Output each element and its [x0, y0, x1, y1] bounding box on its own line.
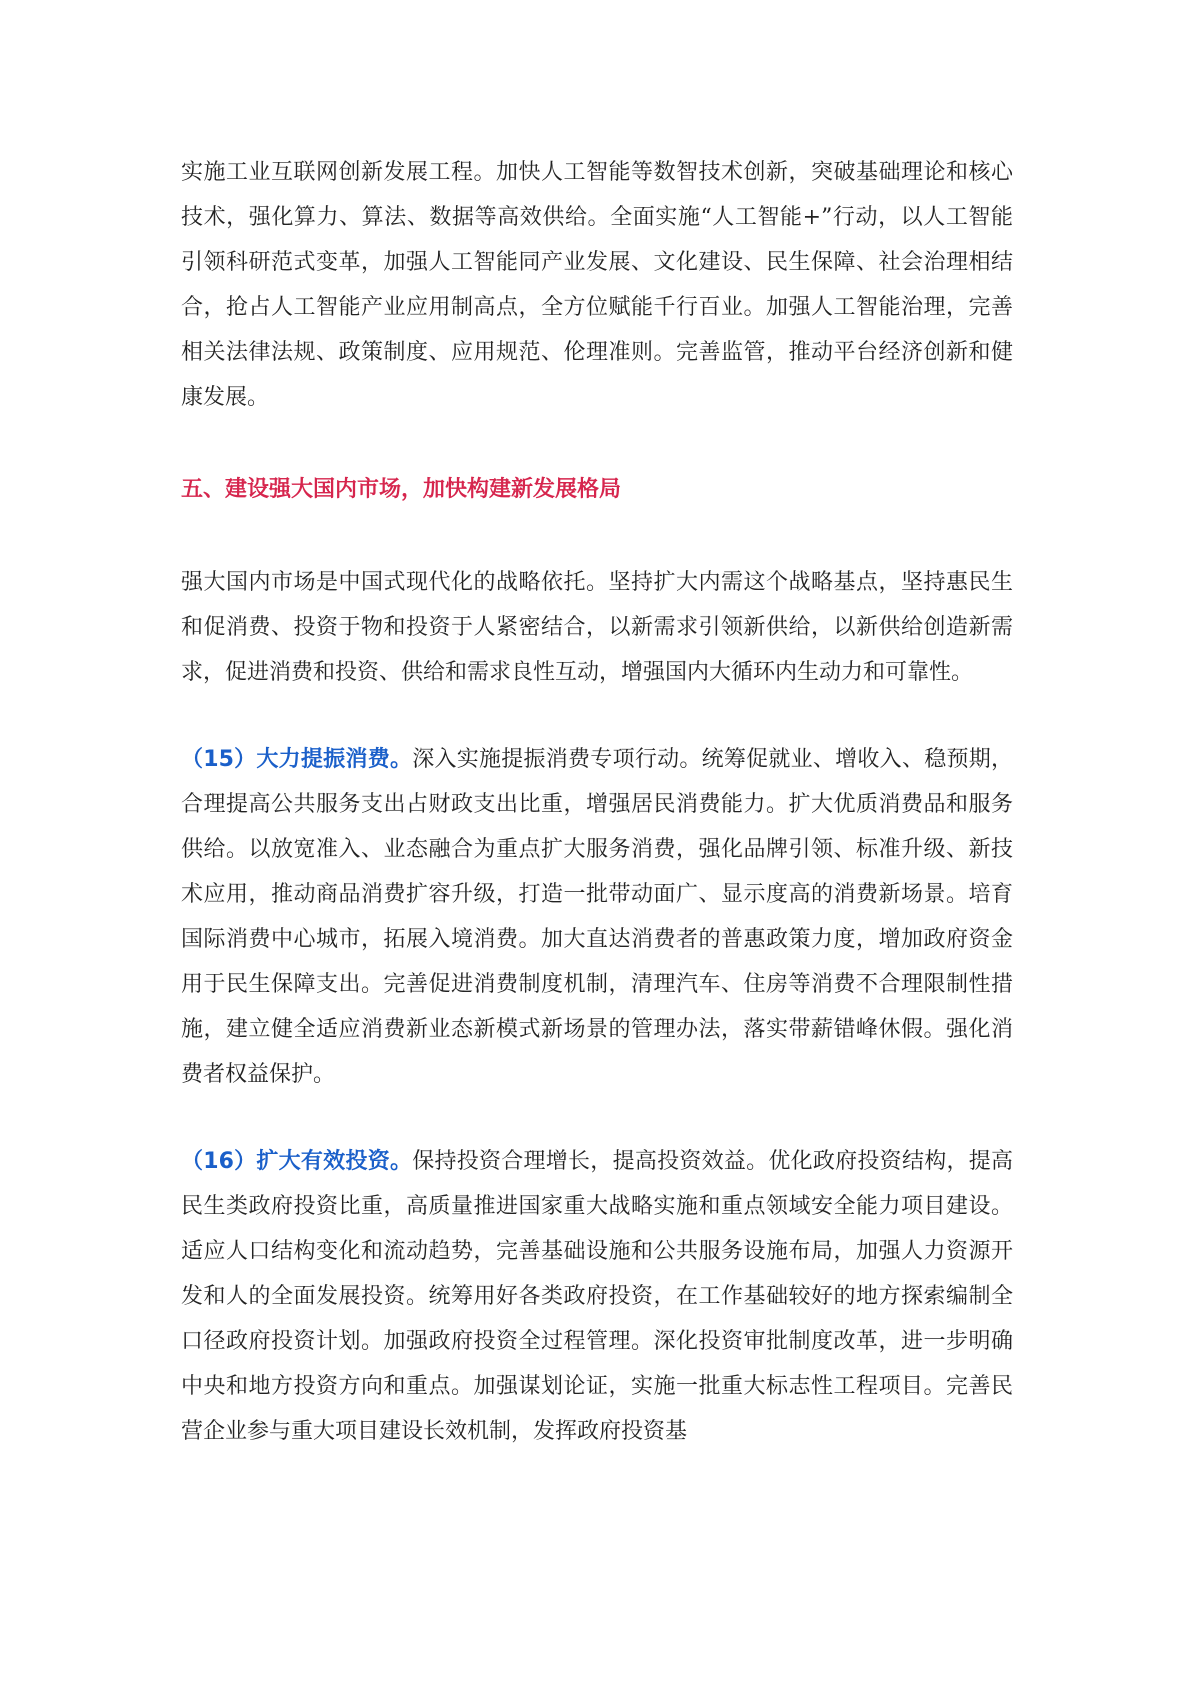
section-heading: 五、建设强大国内市场，加快构建新发展格局: [181, 477, 622, 502]
item-15-boost-consumption: [181, 737, 1013, 1097]
paragraph-domestic-market: 强大国内市场是中国式现代化的战略依托。坚持扩大内需这个战略基点，坚持惠民生和促消费、投资于物和投资于人紧密结合，以新需求引领新供给，以新供给创造新需求，促进消费和投资、供给和需求良性互动，增强国内大循环内生动力和可靠性。: [181, 570, 1013, 685]
spacer: [181, 695, 1013, 737]
spacer: [181, 420, 1013, 467]
item-16-body: 保持投资合理增长，提高投资效益。优化政府投资结构，提高民生类政府投资比重，高质量推进国家重大战略实施和重点领域安全能力项目建设。适应人口结构变化和流动趋势，完善基础设施和公共服务设施布局，加强人力资源开发和人的全面发展投资。统筹用好各类政府投资，在工作基础较好的地方探索编制全口径政府投资计划。加强政府投资全过程管理。深化投资审批制度改革，进一步明确中央和地方投资方向和重点。加强谋划论证，实施一批重大标志性工程项目。完善民营企业参与重大项目建设长效机制，发挥政府投资基: [181, 1149, 1013, 1444]
item-16-number: （16）: [181, 1149, 257, 1174]
document-body: [181, 150, 1013, 1454]
item-15-number: （15）: [181, 747, 257, 772]
item-16-title: 扩大有效投资。: [256, 1149, 413, 1174]
item-16-effective-investment: [181, 1139, 1013, 1454]
paragraph-ai-industry: 实施工业互联网创新发展工程。加快人工智能等数智技术创新，突破基础理论和核心技术，强化算力、算法、数据等高效供给。全面实施“人工智能+”行动，以人工智能引领科研范式变革，加强人工智能同产业发展、文化建设、民生保障、社会治理相结合，抢占人工智能产业应用制高点，全方位赋能千行百业。加强人工智能治理，完善相关法律法规、政策制度、应用规范、伦理准则。完善监管，推动平台经济创新和健康发展。: [181, 160, 1013, 410]
item-15-body: 深入实施提振消费专项行动。统筹促就业、增收入、稳预期，合理提高公共服务支出占财政支出比重，增强居民消费能力。扩大优质消费品和服务供给。以放宽准入、业态融合为重点扩大服务消费，强化品牌引领、标准升级、新技术应用，推动商品消费扩容升级，打造一批带动面广、显示度高的消费新场景。培育国际消费中心城市，拓展入境消费。加大直达消费者的普惠政策力度，增加政府资金用于民生保障支出。完善促进消费制度机制，清理汽车、住房等消费不合理限制性措施，建立健全适应消费新业态新模式新场景的管理办法，落实带薪错峰休假。强化消费者权益保护。: [181, 747, 1013, 1087]
spacer: [181, 1097, 1013, 1139]
item-15-title: 大力提振消费。: [256, 747, 413, 772]
spacer: [181, 512, 1013, 560]
